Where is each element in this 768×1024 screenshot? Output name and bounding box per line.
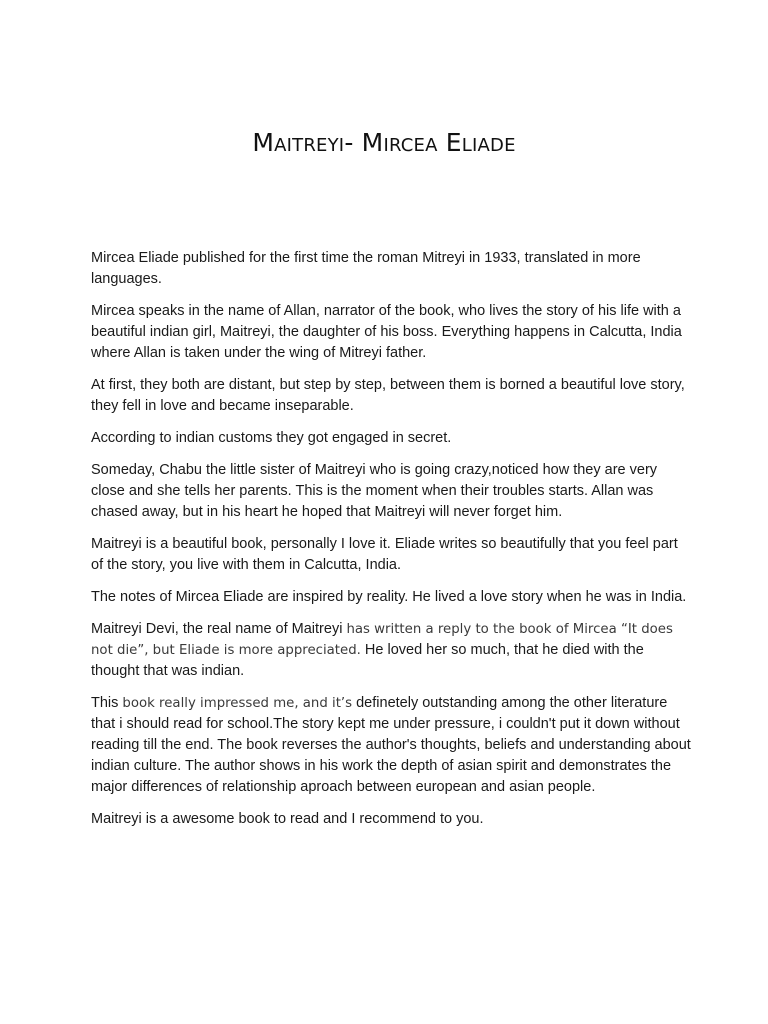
paragraph: According to indian customs they got engaged in secret.: [91, 430, 452, 446]
document-body: [91, 248, 691, 841]
paragraph: Mircea Eliade published for the first time the roman Mitreyi in 1933, translated in more languages.: [91, 250, 641, 287]
paragraph: The notes of Mircea Eliade are inspired by reality. He lived a love story when he was in India.: [91, 589, 687, 605]
text-run: has written a reply to the book of Mircea “It does not die”, but Eliade is more appreciated.: [91, 622, 673, 658]
text-run: He loved her so much, that he died with the thought that was indian.: [91, 642, 644, 679]
paragraph: Maitreyi is a beautiful book, personally I love it. Eliade writes so beautifully that you feel part of the story, you live with them in Calcutta, India.: [91, 536, 678, 573]
text-run: Maitreyi Devi, the real name of Maitreyi: [91, 621, 347, 637]
text-run: definetely outstanding among the other literature that i should read for school.The story kept me under pressure, i couldn't put it down without reading till the end. The book reverses the author's thoughts, beliefs and understanding about indian culture. The author shows in his work the depth of asian spirit and demonstrates the major differences of relationship aproach between european and asian people.: [91, 695, 691, 795]
paragraph: [91, 693, 691, 798]
paragraph: Maitreyi is a awesome book to read and I recommend to you.: [91, 811, 484, 827]
paragraph: Mircea speaks in the name of Allan, narrator of the book, who lives the story of his life with a beautiful indian girl, Maitreyi, the daughter of his boss. Everything happens in Calcutta, India where Allan is taken under the wing of Mitreyi father.: [91, 303, 682, 361]
text-run: book really impressed me, and it’s: [122, 696, 353, 711]
paragraph: [91, 619, 691, 682]
document-title: Maitreyi- Mircea Eliade: [252, 128, 516, 157]
paragraph: At first, they both are distant, but step by step, between them is borned a beautiful love story, they fell in love and became inseparable.: [91, 377, 685, 414]
text-run: This: [91, 695, 123, 711]
paragraph: Someday, Chabu the little sister of Maitreyi who is going crazy,noticed how they are very close and she tells her parents. This is the moment when their troubles starts. Allan was chased away, but in his heart he hoped that Maitreyi will never forget him.: [91, 462, 658, 520]
